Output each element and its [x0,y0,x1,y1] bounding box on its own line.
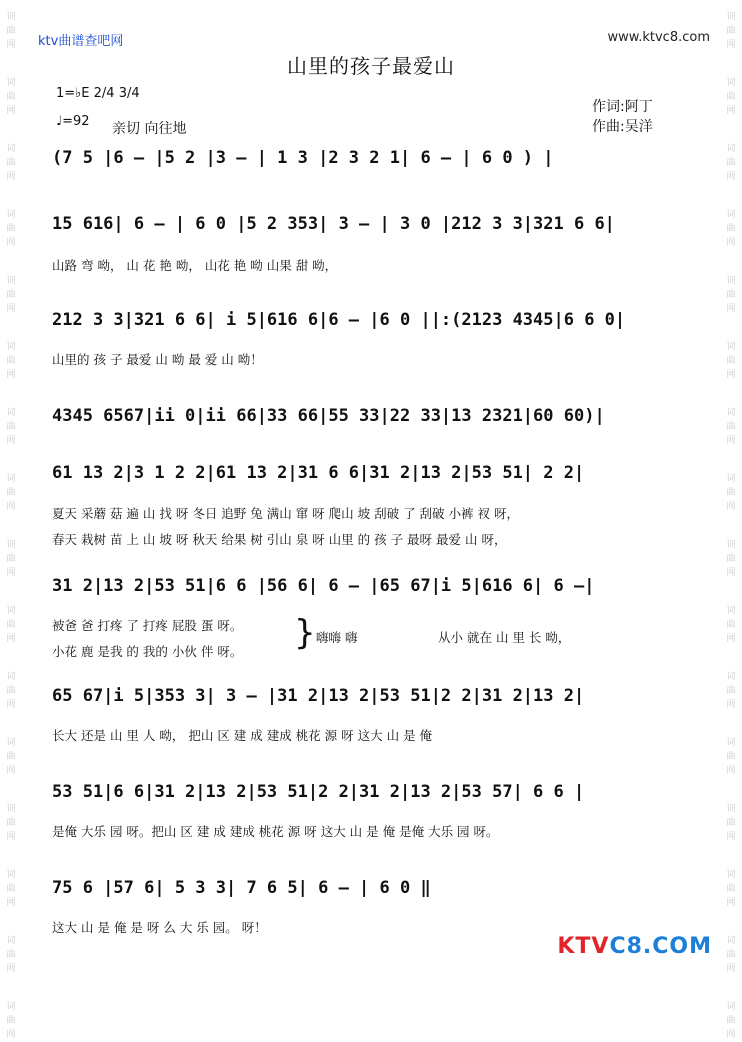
watermark-glyph: 词 曲 网 [726,870,736,908]
expression-marking: 亲切 向往地 [112,121,187,137]
watermark-glyph: 词 曲 网 [6,474,16,512]
watermark-glyph: 词 曲 网 [726,936,736,974]
interlude-lyric-2: 从小 就在 山 里 长 呦， [438,630,571,645]
watermark-glyph: 词 曲 网 [6,78,16,116]
lyric-row-8: 是俺 大乐 园 呀。把山 区 建 成 建成 桃花 源 呀 这大 山 是 俺 是俺 大乐 园 呀。 [52,824,499,839]
watermark-glyph: 词 曲 网 [726,276,736,314]
site-logo[interactable] [557,934,712,959]
lyric-row-2: 山路 弯 呦， 山 花 艳 呦， 山花 艳 呦 山果 甜 呦， [52,258,338,273]
watermark-glyph: 词 曲 网 [726,672,736,710]
lyric-row-9: 这大 山 是 俺 是 呀 么 大 乐 园。 呀！ [52,920,267,935]
key-signature: 1=♭E 2/4 3/4 [56,86,140,101]
verse-brace: } [294,613,316,653]
lyric-row-7: 长大 还是 山 里 人 呦， 把山 区 建 成 建成 桃花 源 呀 这大 山 是 俺 [52,728,433,743]
watermark-glyph: 词 曲 网 [6,210,16,248]
score-row-6: 31 2|13 2|53 51|6 6 |56 6| 6 – |65 67|i 5|616 6| 6 –| [52,576,595,596]
logo-c8-text: C8.COM [609,934,712,959]
score-row-3: 212 3 3|321 6 6| i 5|616 6|6 – |6 0 ||:(2123 4345|6 6 0| [52,310,626,330]
lyric-row-3: 山里的 孩 子 最爱 山 呦 最 爱 山 呦！ [52,352,263,367]
watermark-glyph: 词 曲 网 [726,474,736,512]
watermark-glyph: 词 曲 网 [6,1002,16,1040]
tempo-marking: ♩=92 [56,114,90,129]
watermark-glyph: 词 曲 网 [6,342,16,380]
watermark-glyph: 词 曲 网 [6,12,16,50]
logo-ktv-text: KTV [557,934,610,959]
score-row-4: 4345 6567|ii 0|ii 66|33 66|55 33|22 33|13 2321|60 60)| [52,406,605,426]
watermark-glyph: 词 曲 网 [6,276,16,314]
watermark-glyph: 词 曲 网 [6,144,16,182]
lyric-row-6-verse-2: 小花 鹿 是我 的 我的 小伙 伴 呀。 [52,644,243,659]
site-url[interactable]: www.ktvc8.com [607,30,710,45]
lyricist-credit: 作词:阿丁 [592,99,653,115]
lyric-row-6-verse-1: 被爸 爸 打疼 了 打疼 屁股 蛋 呀。 [52,618,243,633]
watermark-glyph: 词 曲 网 [6,606,16,644]
watermark-glyph: 词 曲 网 [6,408,16,446]
left-watermark-strip [0,0,22,1040]
watermark-glyph: 词 曲 网 [6,672,16,710]
score-row-1: (7 5 |6 – |5 2 |3 – | 1 3 |2 3 2 1| 6 – | 6 0 ) | [52,148,554,168]
watermark-glyph: 词 曲 网 [726,78,736,116]
watermark-glyph: 词 曲 网 [726,210,736,248]
watermark-glyph: 词 曲 网 [726,1002,736,1040]
watermark-glyph: 词 曲 网 [6,870,16,908]
watermark-glyph: 词 曲 网 [726,12,736,50]
watermark-glyph: 词 曲 网 [726,540,736,578]
watermark-glyph: 词 曲 网 [726,408,736,446]
lyric-row-5-verse-2: 春天 栽树 苗 上 山 坡 呀 秋天 给果 树 引山 泉 呀 山里 的 孩 子 最呀 最爱 山 呀， [52,532,507,547]
composer-credit: 作曲:吴洋 [592,119,653,135]
watermark-glyph: 词 曲 网 [6,738,16,776]
score-row-7: 65 67|i 5|353 3| 3 – |31 2|13 2|53 51|2 2|31 2|13 2| [52,686,585,706]
score-row-9: 75 6 |57 6| 5 3 3| 7 6 5| 6 – | 6 0 ‖ [52,878,431,898]
right-watermark-strip [720,0,742,1040]
watermark-glyph: 词 曲 网 [726,342,736,380]
watermark-glyph: 词 曲 网 [6,540,16,578]
watermark-glyph: 词 曲 网 [6,936,16,974]
watermark-glyph: 词 曲 网 [726,606,736,644]
watermark-glyph: 词 曲 网 [726,738,736,776]
score-row-8: 53 51|6 6|31 2|13 2|53 51|2 2|31 2|13 2|53 57| 6 6 | [52,782,585,802]
interlude-lyric-1: 嗨嗨 嗨 [316,630,358,645]
watermark-glyph: 词 曲 网 [726,144,736,182]
song-title: 山里的孩子最爱山 [287,54,455,78]
watermark-glyph: 词 曲 网 [6,804,16,842]
lyric-row-5-verse-1: 夏天 采蘑 菇 遍 山 找 呀 冬日 追野 兔 满山 窜 呀 爬山 坡 刮破 了 刮破 小裤 衩 呀， [52,506,519,521]
score-row-2: 15 616| 6 – | 6 0 |5 2 353| 3 – | 3 0 |212 3 3|321 6 6| [52,214,615,234]
score-row-5: 61 13 2|3 1 2 2|61 13 2|31 6 6|31 2|13 2|53 51| 2 2| [52,463,585,483]
site-name[interactable]: ktv曲谱查吧网 [38,34,124,49]
watermark-glyph: 词 曲 网 [726,804,736,842]
